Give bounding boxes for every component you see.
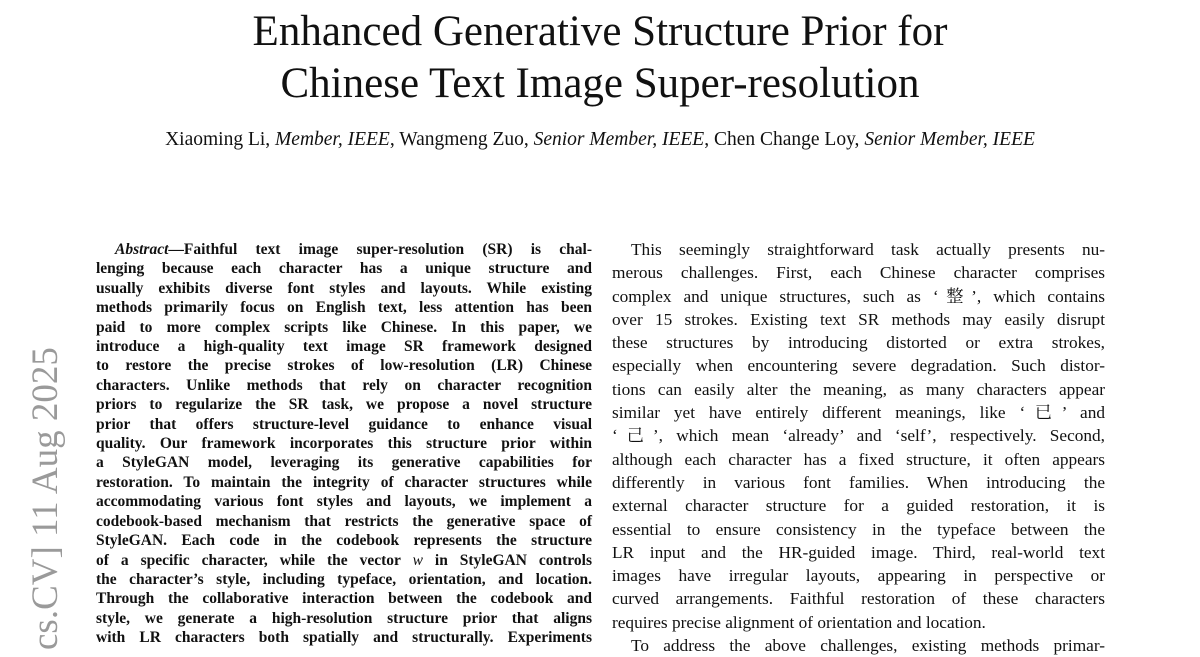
- abstract-line: Abstract—Faithful text image super-resolution (SR) is chal-: [115, 241, 592, 258]
- abstract-line: style, we generate a high-resolution structure prior that aligns: [96, 609, 592, 627]
- author-1-role: Member, IEEE: [275, 129, 390, 150]
- paper-title: [0, 6, 1200, 110]
- math-var-w: w: [412, 551, 423, 569]
- body-line: ‘己’, which mean ‘already’ and ‘self’, respectively. Second,: [612, 426, 1105, 446]
- title-line-2: Chinese Text Image Super-resolution: [280, 60, 920, 107]
- body-line: curved arrangements. Faithful restoration of these characters: [612, 589, 1105, 609]
- body-line: differently in various font families. When introducing the: [612, 472, 1105, 492]
- abstract-line: methods primarily focus on English text, less attention has been: [96, 299, 592, 317]
- body-line: external character structure for a guided restoration, it is: [612, 496, 1105, 516]
- body-line: images have irregular layouts, appearing in perspective or: [612, 566, 1105, 586]
- body-line: essential to ensure consistency in the typeface between the: [612, 519, 1105, 539]
- author-2-role: Senior Member, IEEE: [533, 129, 705, 150]
- abstract-line: lenging because each character has a unique structure and: [96, 260, 592, 278]
- abstract-line: quality. Our framework incorporates this structure prior within: [96, 435, 592, 453]
- author-list: [0, 127, 1200, 153]
- arxiv-stamp: cs.CV] 11 Aug 2025: [25, 347, 66, 650]
- abstract-line: StyleGAN. Each code in the codebook represents the structure: [96, 532, 592, 550]
- abstract-line: codebook-based mechanism that restricts the generative space of: [96, 512, 592, 530]
- body-line: This seemingly straightforward task actually presents nu-: [631, 240, 1105, 259]
- body-line: LR input and the HR-guided image. Third, real-world text: [612, 542, 1105, 562]
- body-line: complex and unique structures, such as ‘整’, which contains: [612, 286, 1105, 306]
- abstract-lead: Abstract: [115, 241, 169, 258]
- abstract-line: accommodating various font styles and layouts, we implement a: [96, 493, 592, 511]
- author-3-role: Senior Member, IEEE: [864, 129, 1035, 150]
- abstract-line: a StyleGAN model, leveraging its generative capabilities for: [96, 454, 592, 472]
- abstract: [96, 240, 592, 648]
- abstract-line: Through the collaborative interaction between the codebook and: [96, 590, 592, 608]
- abstract-line: introduce a high-quality text image SR framework designed: [96, 338, 592, 356]
- body-line: although each character has a fixed structure, it often appears: [612, 449, 1105, 469]
- author-2-name: , Wangmeng Zuo,: [389, 129, 534, 150]
- abstract-line: the character’s style, including typeface, orientation, and location.: [96, 570, 592, 588]
- body-line: tions can easily alter the meaning, as many characters appear: [612, 379, 1105, 399]
- abstract-line: with LR characters both spatially and structurally. Experiments: [96, 629, 592, 647]
- body-line: especially when encountering severe degradation. Such distor-: [612, 356, 1105, 376]
- body-line: merous challenges. First, each Chinese character comprises: [612, 263, 1105, 283]
- abstract-line: to restore the precise strokes of low-resolution (LR) Chinese: [96, 357, 592, 375]
- title-line-1: Enhanced Generative Structure Prior for: [252, 8, 948, 55]
- abstract-line: characters. Unlike methods that rely on character recognition: [96, 376, 592, 394]
- body-line: these structures by introducing distorted or extra strokes,: [612, 333, 1105, 353]
- body-line: requires precise alignment of orientation and location.: [612, 612, 986, 632]
- abstract-line: paid to more complex scripts like Chinese. In this paper, we: [96, 318, 592, 336]
- abstract-line: of a specific character, while the vector w in StyleGAN controls: [96, 551, 592, 569]
- body-line: over 15 strokes. Existing text SR methods may easily disrupt: [612, 309, 1105, 329]
- body-text-column: [612, 238, 1105, 657]
- abstract-line: usually exhibits diverse font styles and layouts. While existing: [96, 279, 592, 297]
- author-3-name: , Chen Change Loy,: [704, 129, 865, 150]
- author-1-name: Xiaoming Li,: [165, 129, 276, 150]
- abstract-line: priors to regularize the SR task, we propose a novel structure: [96, 396, 592, 414]
- body-line: To address the above challenges, existing methods primar-: [631, 636, 1105, 656]
- body-line: similar yet have entirely different meanings, like ‘已’ and: [612, 403, 1105, 423]
- abstract-line: restoration. To maintain the integrity of character structures while: [96, 473, 592, 491]
- abstract-line: prior that offers structure-level guidance to enhance visual: [96, 415, 592, 433]
